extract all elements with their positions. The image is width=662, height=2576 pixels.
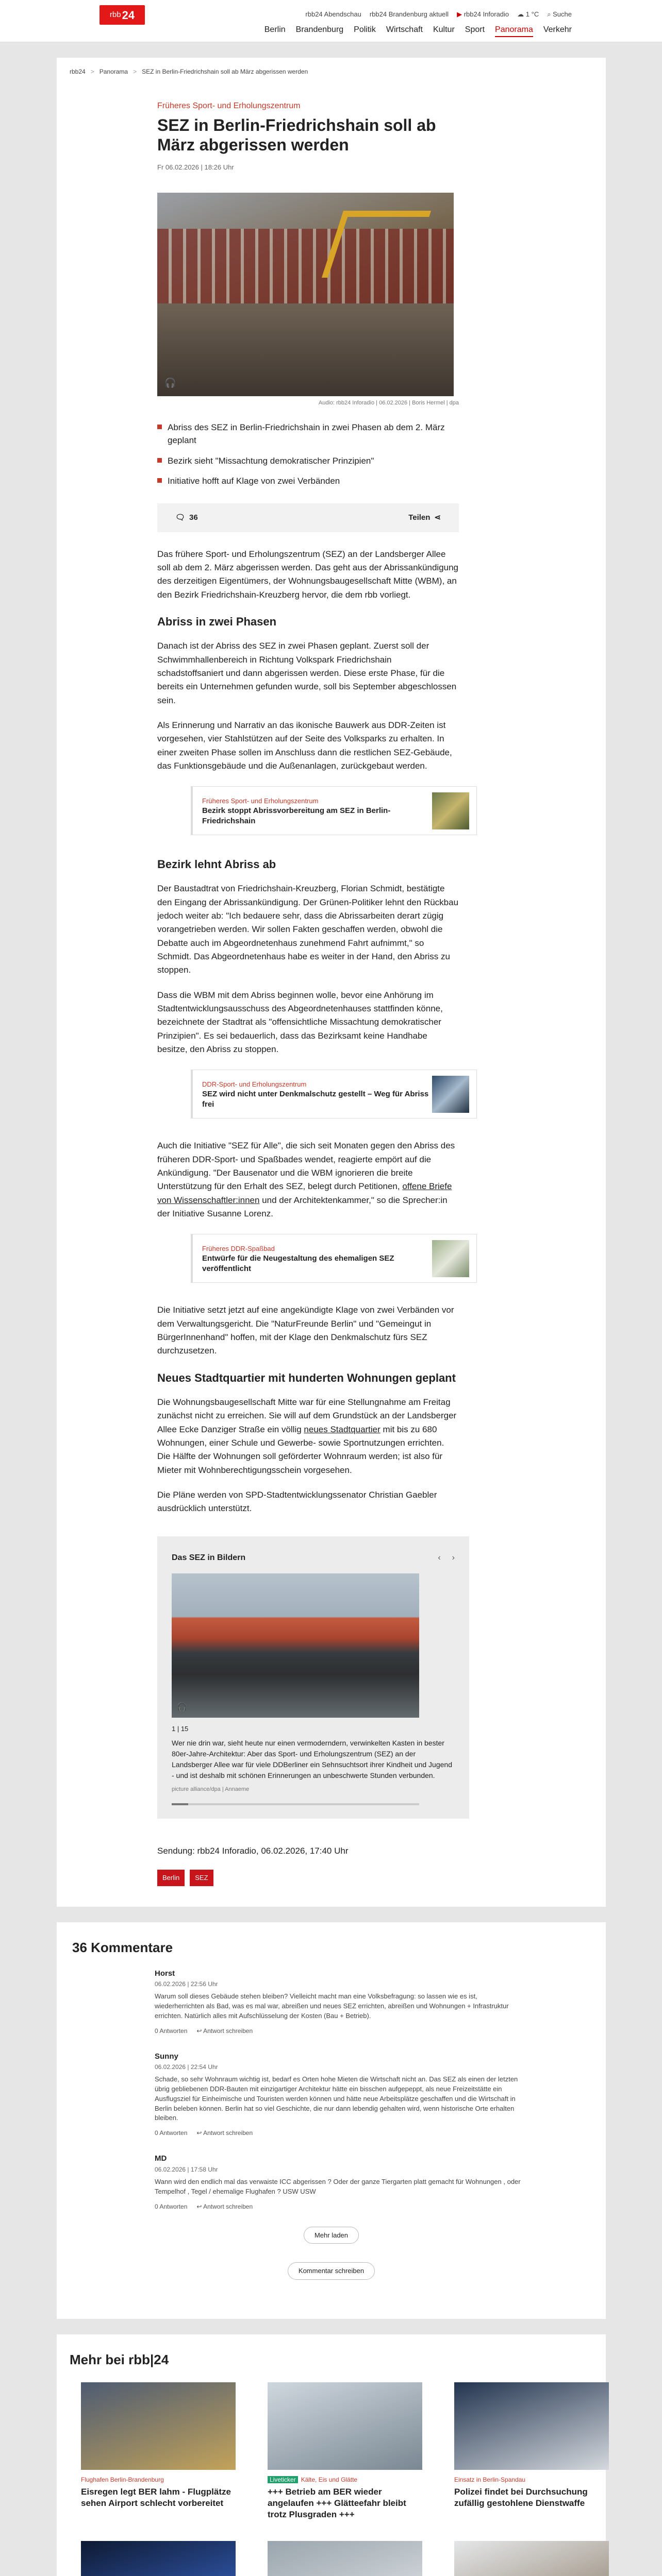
article-date: Fr 06.02.2026 | 18:26 Uhr (157, 163, 234, 171)
nav-brandenburg[interactable]: Brandenburg (295, 25, 344, 34)
write-comment-button[interactable]: Kommentar schreiben (288, 2262, 375, 2280)
related-teaser[interactable]: Früheres DDR-Spaßbad Entwürfe für die Neugestaltung des ehemaligen SEZ veröffentlicht (191, 1234, 477, 1283)
comment-author: Sunny (155, 2052, 178, 2061)
topbar-link-brandenburg-aktuell[interactable]: rbb24 Brandenburg aktuell (369, 10, 449, 18)
more-article-card[interactable] (81, 2541, 236, 2576)
page-content (57, 58, 606, 2576)
hero-image[interactable] (157, 193, 454, 396)
weather-widget[interactable]: ☁ 1 °C (517, 10, 539, 18)
article-headline: SEZ in Berlin-Friedrichshain soll ab März abgerissen werden (157, 116, 436, 155)
comment-date: 06.02.2026 | 17:58 Uhr (155, 2165, 218, 2173)
more-article-title: +++ Betrieb am BER wieder angelaufen +++ Glätteefahr bleibt trotz Plusgraden +++ (268, 2486, 406, 2519)
reply-button[interactable]: ↩ Antwort schreiben (196, 2202, 253, 2210)
more-article-card[interactable] (454, 2541, 609, 2576)
search-button[interactable]: ⌕ Suche (547, 10, 572, 18)
comment-replies[interactable]: 0 Antworten (155, 2202, 188, 2210)
more-article-kicker: Liveticker Kälte, Eis und Glätte (268, 2475, 422, 2484)
topbar-link-abendschau[interactable]: rbb24 Abendschau (305, 10, 361, 18)
breadcrumb-panorama[interactable]: Panorama (99, 68, 128, 75)
more-article-title: Eisregen legt BER lahm - Flugplätze sehen Airport schlecht vorbereitet (81, 2486, 231, 2508)
more-title: Mehr bei rbb|24 (70, 2351, 169, 2367)
comment-icon: 🗨 (175, 513, 186, 522)
tag-list (157, 1870, 459, 1886)
comment-replies[interactable]: 0 Antworten (155, 2027, 188, 2035)
comment-date: 06.02.2026 | 22:56 Uhr (155, 1980, 218, 1988)
nav-panorama[interactable]: Panorama (495, 24, 533, 37)
paragraph: Danach ist der Abriss des SEZ in zwei Phasen geplant. Zuerst soll der Schwimmhallenbereich in Richtung Volkspark Friedrichshain schadstoffsaniert und dann abgerissen werden. Diese erste Phase, für die bereits ein Unternehmen gefunden wurde, soll bis September abgeschlossen sein. (157, 641, 457, 705)
share-button[interactable]: Teilen ⋖ (408, 512, 441, 524)
more-article-image (268, 2541, 422, 2576)
site-header (0, 0, 662, 42)
article-action-bar (157, 503, 459, 532)
headphones-icon[interactable]: 🎧 (177, 1702, 187, 1711)
paragraph: Die Wohnungsbaugesellschaft Mitte war für eine Stellungnahme am Freitag zunächst nicht zu erreichen. Sie will auf dem Grundstück an der Landsberger Allee Ecke Danziger Straße ein völlig neues Stadtquartier mit bis zu 680 Wohnungen, einer Schule und Gewerbe- sowie Sportnutzungen errichten. Die Hälfte der Wohnungen soll geförderter Wohnraum werden; ist also für Mieter mit Wohnberechtigungsschein vorgesehen. (157, 1397, 457, 1475)
more-article-image (81, 2382, 236, 2470)
comments-title: 36 Kommentare (72, 1939, 173, 1955)
gallery-prev-icon[interactable]: ‹ (438, 1553, 441, 1562)
nav-kultur[interactable]: Kultur (433, 25, 455, 34)
comment (155, 2051, 526, 2138)
comment-author: MD (155, 2154, 167, 2163)
summary-item: Bezirk sieht "Missachtung demokratischer Prinzipien" (157, 454, 459, 468)
summary-item: Initiative hofft auf Klage von zwei Verbänden (157, 474, 459, 488)
paragraph: Die Pläne werden von SPD-Stadtentwicklungssenator Christian Gaebler ausdrücklich unterstützt. (157, 1489, 437, 1514)
paragraph: Der Baustadtrat von Friedrichshain-Kreuzberg, Florian Schmidt, bestätigte den Eingang der Abrissankündigung. Der Grünen-Politiker lehnt den Rückbau jedoch weiter ab: "Ich bedauere sehr, dass die Abrissarbeiten derart zügig vorangetrieben werden. Wir sollen Fakten geschaffen werden, obwohl die Debatte auch im Abgeordnetenhaus zunehmend Fahrt aufnimmt," so Schmidt. Das Abgeordnetenhaus habe es weiter in der Hand, den Abriss zu stoppen. (157, 884, 459, 975)
inline-link[interactable]: offene Briefe von Wissenschaftler:innen (157, 1181, 452, 1205)
headphones-icon[interactable]: 🎧 (164, 378, 176, 388)
reply-button[interactable]: ↩ Antwort schreiben (196, 2129, 253, 2137)
breadcrumb-home[interactable]: rbb24 (70, 68, 86, 75)
comment (155, 2153, 526, 2211)
article-kicker: Früheres Sport- und Erholungszentrum (157, 101, 301, 110)
comment-text: Wann wird den endlich mal das verwaiste ICC abgerissen ? Oder der ganze Tiergarten platt gemacht für Wohnungen , oder Tempelhof , Tegel / ehemalige Flughafen ? USW USW (155, 2177, 521, 2195)
summary-list (157, 421, 459, 488)
load-more-comments-button[interactable]: Mehr laden (304, 2227, 359, 2244)
gallery-title: Das SEZ in Bildern (172, 1553, 246, 1562)
comment-text: Schade, so sehr Wohnraum wichtig ist, bedarf es Orten hohe Mieten die Wirtschaft nicht an. Das SEZ als einen der letzten übrig gebliebenen DDR-Bauten mit einzigartiger Architektur hätte ein bisschen aufgepeppt, als neue Freizeitstätte ein Ausflugsziel für Einheimische und Touristen werden können und hätte neue Arbeitsplätze geschaffen und die Wirtschaft in Berlin beleben können. Berlin hat so viel Geschichte, die nur dann lebendig gehalten wird, wenn historische Orte erhalten bleiben. (155, 2075, 518, 2122)
comment-text: Warum soll dieses Gebäude stehen bleiben? Vielleicht macht man eine Volksbefragung: so lassen wie es ist, wiederherrichten als Bad, was es mal war, abreißen und neues SEZ errichten, abreißen und Wohnungen + Infrastruktur errichten. Natürlich alles mit Aufschlüsselung der Kosten (Bau + Betrieb). (155, 1992, 509, 2020)
comments-section (57, 1922, 606, 2319)
live-badge: Liveticker (268, 2476, 298, 2483)
inline-link[interactable]: neues Stadtquartier (304, 1424, 380, 1434)
broadcast-info: Sendung: rbb24 Inforadio, 06.02.2026, 17:40 Uhr (157, 1845, 349, 1856)
rbb24-logo[interactable]: rbb 24 (100, 5, 145, 25)
article (57, 83, 606, 1907)
subheading: Neues Stadtquartier mit hunderten Wohnungen geplant (157, 1371, 456, 1384)
nav-berlin[interactable]: Berlin (264, 25, 286, 34)
article-card (57, 58, 606, 1907)
more-article-card[interactable] (268, 2382, 422, 2520)
reply-icon: ↩ (196, 2202, 204, 2210)
paragraph: Das frühere Sport- und Erholungszentrum (SEZ) an der Landsberger Allee soll ab dem 2. März abgerissen werden. Das geht aus der Abrissankündigung des derzeitigen Eigentümers, der Wohnungsbaugesellschaft Mitte (WBM), an den Bezirk Friedrichshain-Kreuzberg hervor, die dem rbb vorliegt. (157, 549, 459, 600)
teaser-thumbnail (432, 1076, 469, 1113)
more-article-title: Polizei findet bei Durchsuchung zufällig gestohlene Dienstwaffe (454, 2486, 588, 2508)
comments-link[interactable]: 🗨 36 (175, 512, 198, 524)
paragraph: Die Initiative setzt jetzt auf eine angekündigte Klage von zwei Verbänden vor dem Verwaltungsgericht. Die "NaturFreunde Berlin" und "Gemeingut in BürgerInnenhand" hoffen, mit der Klage den Denkmalschutz fürs SEZ durchzusetzen. (157, 1305, 454, 1356)
nav-verkehr[interactable]: Verkehr (543, 25, 572, 34)
nav-politik[interactable]: Politik (354, 25, 376, 34)
tag-sez[interactable]: SEZ (190, 1870, 213, 1886)
more-article-image (454, 2541, 609, 2576)
summary-item: Abriss des SEZ in Berlin-Friedrichshain in zwei Phasen ab dem 2. März geplant (157, 421, 459, 447)
reply-icon: ↩ (196, 2027, 204, 2035)
comment-author: Horst (155, 1969, 175, 1978)
more-article-card[interactable] (268, 2541, 422, 2576)
main-nav (264, 24, 572, 37)
subheading: Bezirk lehnt Abriss ab (157, 858, 276, 871)
more-article-image (454, 2382, 609, 2470)
search-icon: ⌕ (547, 10, 551, 18)
topbar-link-inforadio[interactable]: ▶ rbb24 Inforadio (457, 10, 509, 18)
reply-icon: ↩ (196, 2129, 204, 2137)
more-article-kicker: Flughafen Berlin-Brandenburg (81, 2476, 164, 2483)
image-caption: Audio: rbb24 Inforadio | 06.02.2026 | Boris Hermel | dpa (318, 400, 459, 406)
comment-replies[interactable]: 0 Antworten (155, 2129, 188, 2137)
live-icon: ▶ (457, 10, 462, 18)
more-articles-grid (81, 2382, 593, 2576)
related-teaser[interactable]: Früheres Sport- und Erholungszentrum Bezirk stoppt Abrissvorbereitung am SEZ in Berlin-Friedrichshain (191, 786, 477, 835)
breadcrumb: rbb24 > Panorama > SEZ in Berlin-Friedrichshain soll ab März abgerissen werden (70, 68, 308, 75)
nav-sport[interactable]: Sport (465, 25, 485, 34)
more-article-image (268, 2382, 422, 2470)
article-body (157, 548, 459, 1516)
paragraph: Dass die WBM mit dem Abriss beginnen wolle, bevor eine Anhörung im Stadtentwicklungsausschuss des Abgeordnetenhauses stattfinden könne, bezeichnete der Stadtrat als "offensichtliche Missachtung demokratischer Prinzipien". Es sei bedauerlich, dass das Bezirksamt keine Handhabe besitze, den Abriss zu stoppen. (157, 990, 443, 1055)
gallery-image[interactable] (172, 1573, 419, 1718)
more-article-kicker: Einsatz in Berlin-Spandau (454, 2476, 526, 2483)
more-article-card[interactable] (81, 2382, 236, 2520)
share-icon: ⋖ (434, 513, 441, 522)
gallery-credit: picture alliance/dpa | Annaeme (172, 1786, 250, 1793)
comment (155, 1968, 526, 2036)
more-article-card[interactable] (454, 2382, 609, 2520)
breadcrumb-current: SEZ in Berlin-Friedrichshain soll ab März abgerissen werden (142, 68, 308, 75)
paragraph: Auch die Initiative "SEZ für Alle", die sich seit Monaten gegen den Abriss des früheren DDR-Sport- und Spaßbades wendet, reagierte empört auf die Ankündigung. "Der Bausenator und die WBM ignorieren die breite Unterstützung für den Erhalt des SEZ, belegt durch Petitionen, offene Briefe von Wissenschaftler:innen und der Architektenkammer," so die Sprecher:in der Initiative Susanne Lorenz. (157, 1141, 455, 1219)
tag-berlin[interactable]: Berlin (157, 1870, 185, 1886)
gallery-progress (172, 1803, 419, 1805)
image-gallery (157, 1536, 469, 1819)
top-bar (305, 9, 572, 20)
comment-date: 06.02.2026 | 22:54 Uhr (155, 2063, 218, 2071)
subheading: Abriss in zwei Phasen (157, 615, 277, 629)
related-teaser[interactable]: DDR-Sport- und Erholungszentrum SEZ wird nicht unter Denkmalschutz gestellt – Weg für Abriss frei (191, 1070, 477, 1118)
teaser-thumbnail (432, 1240, 469, 1277)
gallery-counter: 1 | 15 (172, 1724, 189, 1733)
gallery-caption: Wer nie drin war, sieht heute nur einen vermoderndern, verwinkelten Kasten in bester 80er-Jahre-Architektur: Aber das Sport- und Erholungszentrum (SEZ) an der Landsberger Allee war für viele DDBerliner ein Sehnsuchtsort ihrer Kindheit und Jugend - und ist deshalb mit schönen Erinnerungen an unbeschwerte Stunden verbunden. (172, 1739, 452, 1780)
teaser-thumbnail (432, 792, 469, 829)
reply-button[interactable]: ↩ Antwort schreiben (196, 2027, 253, 2035)
more-articles-section (57, 2334, 606, 2576)
nav-wirtschaft[interactable]: Wirtschaft (386, 25, 423, 34)
more-article-image (81, 2541, 236, 2576)
gallery-next-icon[interactable]: › (452, 1553, 455, 1562)
paragraph: Als Erinnerung und Narrativ an das ikonische Bauwerk aus DDR-Zeiten ist vorgesehen, vier Stahlstützen auf der Seite des Volksparks zu erhalten. In einer zweiten Phase sollen im Anschluss dann die restlichen SEZ-Gebäude, das Funktionsgebäude und die Außenanlagen, zurückgebaut werden. (157, 720, 452, 771)
